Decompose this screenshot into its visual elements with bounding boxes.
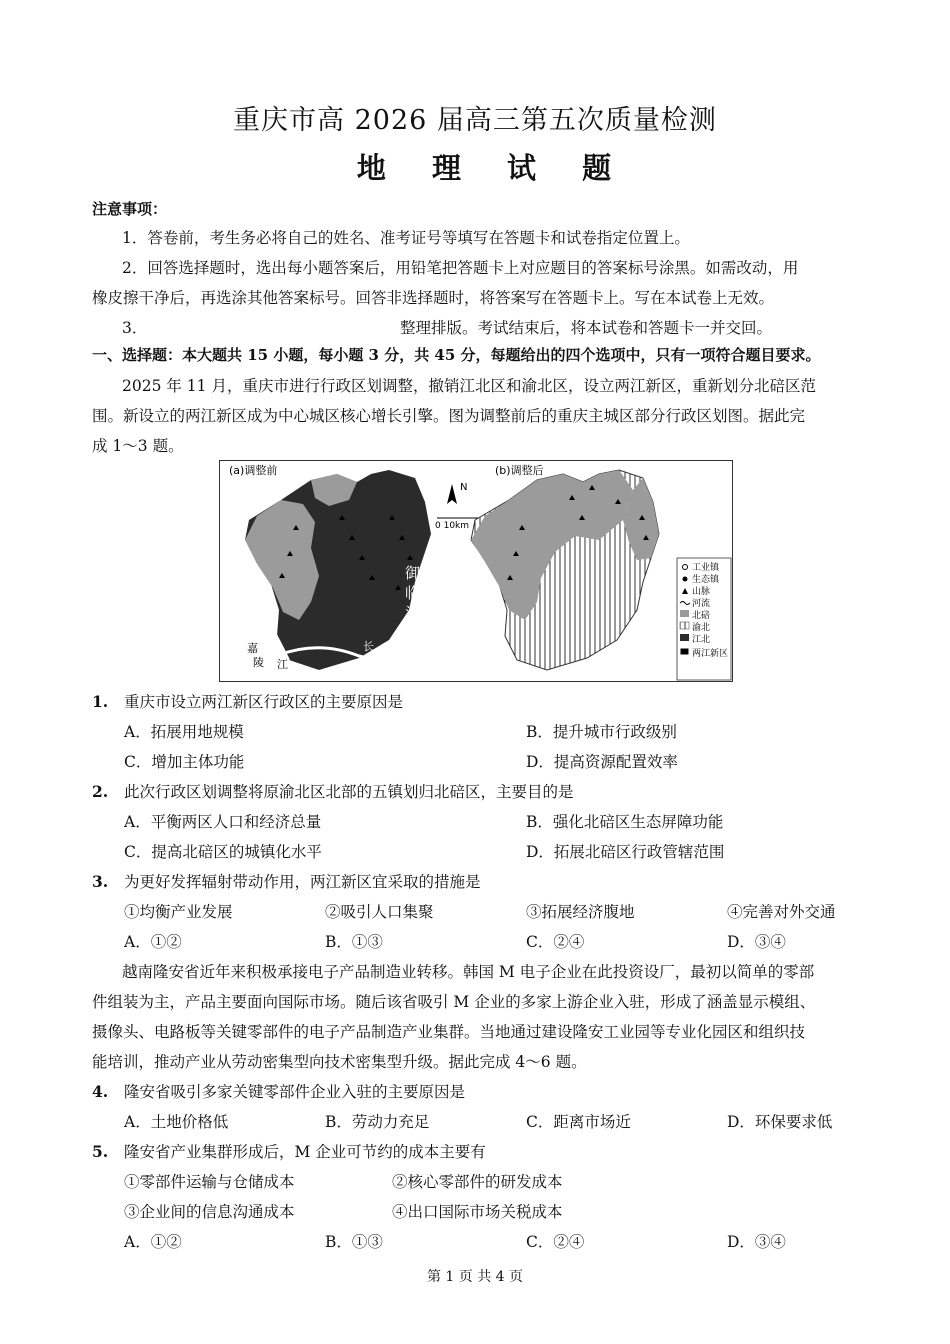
question-number: 3. <box>92 872 109 891</box>
q1-option-b: B．提升城市行政级别 <box>526 723 677 741</box>
legend-item: 渝北 <box>692 623 711 633</box>
q5-item-3: ③企业间的信息沟通成本 <box>124 1203 295 1221</box>
passage-1-line-1: 2025 年 11 月，重庆市进行行政区划调整，撤销江北区和渝北区，设立两江新区，重新划分北碚区范 <box>122 377 816 395</box>
passage-2-line-4: 能培训，推动产业从劳动密集型向技术密集型升级。据此完成 4～6 题。 <box>92 1053 587 1071</box>
q5-item-4: ④出口国际市场关税成本 <box>392 1203 563 1221</box>
passage-2-line-3: 摄像头、电路板等关键零部件的电子产品制造产业集群。当地通过建设隆安工业园等专业化园区和组织技 <box>92 1023 806 1041</box>
q3-option-a: A．①② <box>124 933 182 951</box>
q2-option-b: B．强化北碚区生态屏障功能 <box>526 813 724 831</box>
note-2-line-2: 橡皮擦干净后，再选涂其他答案标号。回答非选择题时，将答案写在答题卡上。写在本试卷上无效。 <box>92 289 775 307</box>
passage-1-line-3: 成 1～3 题。 <box>92 437 184 455</box>
question-stem: 此次行政区划调整将原渝北区北部的五镇划归北碚区，主要目的是 <box>124 783 574 801</box>
beibei-swatch <box>680 610 689 617</box>
district-maps-figure <box>219 460 733 682</box>
page-footer: 第 1 页 共 4 页 <box>426 1269 524 1285</box>
river-yu-char: 御 <box>405 564 421 582</box>
note-3-text: 整理排版。考试结束后，将本试卷和答题卡一并交回。 <box>400 319 773 337</box>
question-3 <box>92 870 481 892</box>
legend-item: 两江新区 <box>692 649 729 659</box>
north-label: N <box>460 482 468 493</box>
q2-option-a: A．平衡两区人口和经济总量 <box>124 813 322 831</box>
q5-option-c: C．②④ <box>526 1233 585 1251</box>
q1-option-d: D．提高资源配置效率 <box>526 753 678 771</box>
eco-town-icon <box>683 577 688 582</box>
note-1: 1．答卷前，考生务必将自己的姓名、准考证号等填写在答题卡和试卷指定位置上。 <box>122 229 690 247</box>
legend-item: 生态镇 <box>692 575 720 585</box>
q4-option-b: B．劳动力充足 <box>325 1113 430 1131</box>
q3-item-1: ①均衡产业发展 <box>124 903 233 921</box>
subject-title: 地 理 试 题 <box>356 151 630 185</box>
q5-option-b: B．①③ <box>325 1233 383 1251</box>
q3-item-3: ③拓展经济腹地 <box>526 903 635 921</box>
river-he-char: 河 <box>405 604 421 622</box>
river-jiang-right: 江 <box>419 626 430 639</box>
question-stem: 重庆市设立两江新区行政区的主要原因是 <box>124 693 404 711</box>
jiangbei-swatch <box>680 634 689 641</box>
q4-option-a: A．土地价格低 <box>124 1113 229 1131</box>
legend-item: 山脉 <box>692 587 711 597</box>
question-number: 2. <box>92 782 109 801</box>
district-maps-svg <box>219 460 733 682</box>
q5-item-1: ①零部件运输与仓储成本 <box>124 1173 295 1191</box>
after-map-label: (b)调整后 <box>495 464 544 477</box>
q1-option-a: A．拓展用地规模 <box>124 723 244 741</box>
q3-item-4: ④完善对外交通 <box>727 903 836 921</box>
question-2 <box>92 780 574 802</box>
river-jialing-jiang-char: 江 <box>277 658 288 671</box>
q5-option-a: A．①② <box>124 1233 182 1251</box>
passage-1-line-2: 围。新设立的两江新区成为中心城区核心增长引擎。图为调整前后的重庆主城区部分行政区划图。据此完 <box>92 407 806 425</box>
question-1 <box>92 690 403 712</box>
q4-option-c: C．距离市场近 <box>526 1113 631 1131</box>
q5-item-2: ②核心零部件的研发成本 <box>392 1173 563 1191</box>
question-number: 1. <box>92 692 109 711</box>
q3-option-d: D．③④ <box>727 933 786 951</box>
river-lin-char: 临 <box>405 584 421 602</box>
question-stem: 为更好发挥辐射带动作用，两江新区宜采取的措施是 <box>124 873 481 891</box>
question-4 <box>92 1080 465 1102</box>
yubei-swatch <box>680 622 689 629</box>
q3-option-b: B．①③ <box>325 933 383 951</box>
scale-label: 0 10km <box>435 521 470 531</box>
q1-option-c: C．增加主体功能 <box>124 753 245 771</box>
river-jia-char: 嘉 <box>247 642 258 655</box>
q5-option-d: D．③④ <box>727 1233 786 1251</box>
q3-item-2: ②吸引人口集聚 <box>325 903 434 921</box>
note-3-number: 3． <box>122 319 148 337</box>
q3-option-c: C．②④ <box>526 933 585 951</box>
q2-option-d: D．拓展北碚区行政管辖范围 <box>526 843 725 861</box>
question-stem: 隆安省吸引多家关键零部件企业入驻的主要原因是 <box>124 1083 466 1101</box>
before-map-label: (a)调整前 <box>229 464 278 477</box>
passage-2-line-1: 越南隆安省近年来积极承接电子产品制造业转移。韩国 M 电子企业在此投资设厂，最初以简单的零部 <box>122 963 815 981</box>
legend-item: 北碚 <box>692 611 711 621</box>
question-number: 4. <box>92 1082 109 1101</box>
legend-item: 河流 <box>692 599 711 609</box>
note-2-line-1: 2．回答选择题时，选出每小题答案后，用铅笔把答题卡上对应题目的答案标号涂黑。如需改动，用 <box>122 259 799 277</box>
question-stem: 隆安省产业集群形成后，M 企业可节约的成本主要有 <box>124 1143 486 1161</box>
q4-option-d: D．环保要求低 <box>727 1113 833 1131</box>
legend-item: 江北 <box>692 635 711 645</box>
passage-2-line-2: 件组装为主，产品主要面向国际市场。随后该省吸引 M 企业的多家上游企业入驻，形成了涵盖显示模组、 <box>92 993 816 1011</box>
river-chang-char: 长 <box>363 640 374 653</box>
legend-item: 工业镇 <box>692 563 720 573</box>
question-number: 5. <box>92 1142 109 1161</box>
exam-title: 重庆市高 2026 届高三第五次质量检测 <box>233 105 717 136</box>
section-heading: 一、选择题：本大题共 15 小题，每小题 3 分，共 45 分，每题给出的四个选项中，只有一项符合题目要求。 <box>92 346 821 364</box>
q2-option-c: C．提高北碚区的城镇化水平 <box>124 843 322 861</box>
notes-heading: 注意事项： <box>92 200 168 218</box>
question-5 <box>92 1140 486 1162</box>
river-ling-char: 陵 <box>253 656 264 669</box>
liangjiang-swatch <box>680 648 689 655</box>
map-legend <box>677 558 731 680</box>
